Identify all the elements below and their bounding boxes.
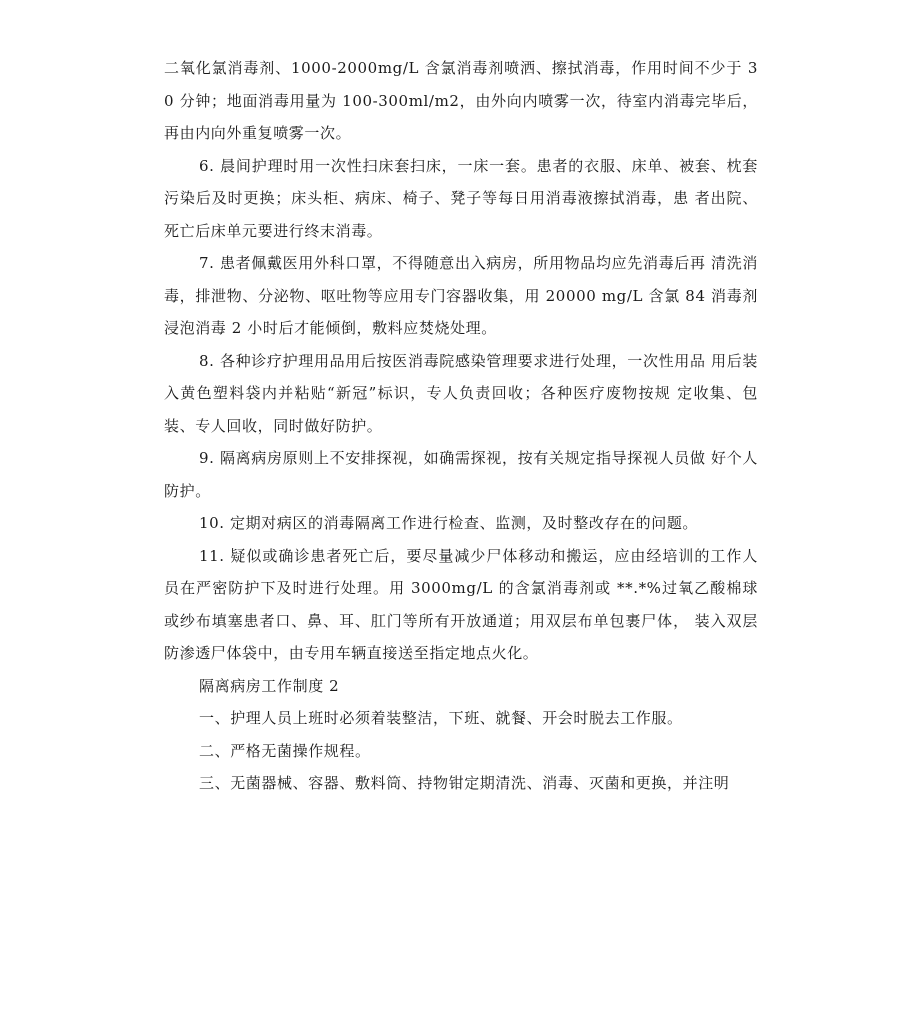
- document-body: [164, 52, 758, 800]
- rule-item-2: 二、严格无菌操作规程。: [199, 741, 371, 760]
- section-heading: 隔离病房工作制度 2: [199, 676, 340, 695]
- paragraph-item-10: 10. 定期对病区的消毒隔离工作进行检查、监测，及时整改存在的问题。: [199, 514, 699, 532]
- paragraph-item-7: 7. 患者佩戴医用外科口罩，不得随意出入病房，所用物品均应先消毒后再 清洗消毒，排泄物、分泌物、呕吐物等应用专门容器收集，用 20000 mg/L 含氯 84 消毒剂浸泡消毒 2 小时后才能倾倒，敷料应焚烧处理。: [164, 254, 758, 337]
- paragraph-item-9: 9. 隔离病房原则上不安排探视，如确需探视，按有关规定指导探视人员做 好个人防护。: [164, 449, 758, 500]
- paragraph-item-6: 6. 晨间护理时用一次性扫床套扫床，一床一套。患者的衣服、床单、被套、枕套污染后及时更换；床头柜、病床、椅子、凳子等每日用消毒液擦拭消毒，患 者出院、死亡后床单元要进行终末消毒。: [164, 156, 758, 240]
- rule-item-3: 三、无菌器械、容器、敷料筒、持物钳定期清洗、消毒、灭菌和更换，并注明: [199, 774, 730, 792]
- paragraph-item-11: 11. 疑似或确诊患者死亡后，要尽量减少尸体移动和搬运，应由经培训的工作人员在严密防护下及时进行处理。用 3000mg/L 的含氯消毒剂或 **.*%过氧乙酸棉球或纱布填塞患者口、鼻、耳、肛门等所有开放通道；用双层布单包裹尸体， 装入双层防渗透尸体袋中，由专用车辆直接送至指定地点火化。: [164, 546, 758, 662]
- paragraph-disinfection-continued: 二氧化氯消毒剂、1000-2000mg/L 含氯消毒剂喷洒、擦拭消毒，作用时间不少于 30 分钟；地面消毒用量为 100-300ml/m2，由外向内喷雾一次，待室内消毒完毕后， 再由内向外重复喷雾一次。: [164, 59, 758, 142]
- rule-item-1: 一、护理人员上班时必须着装整洁，下班、就餐、开会时脱去工作服。: [199, 709, 683, 727]
- paragraph-item-8: 8. 各种诊疗护理用品用后按医消毒院感染管理要求进行处理，一次性用品 用后装入黄色塑料袋内并粘贴“新冠”标识，专人负责回收；各种医疗废物按规 定收集、包装、专人回收，同时做好防护。: [164, 351, 758, 435]
